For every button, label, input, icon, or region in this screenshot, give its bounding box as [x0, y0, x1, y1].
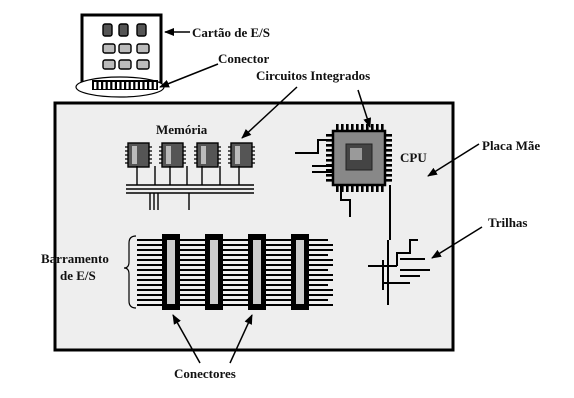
edge-pin — [126, 82, 128, 89]
edge-pin — [112, 82, 114, 89]
edge-pin — [103, 82, 105, 89]
label-io-card: Cartão de E/S — [192, 25, 270, 40]
memory-chip-icon — [137, 44, 149, 53]
edge-pin — [122, 82, 124, 89]
memory-chip-icon — [119, 60, 131, 69]
memory-chip-icon — [137, 24, 146, 36]
memory-chip-icon — [159, 143, 186, 167]
io-card — [76, 15, 164, 97]
edge-pin — [99, 82, 101, 89]
edge-pin — [94, 82, 96, 89]
memory-chip-icon — [125, 143, 152, 167]
memory-chip-icon — [119, 24, 128, 36]
memory-chip-icon — [119, 44, 131, 53]
edge-pin — [140, 82, 142, 89]
io-card-chips — [103, 24, 149, 69]
motherboard-outline — [55, 103, 453, 350]
memory-chip-icon — [137, 60, 149, 69]
cpu-chip-icon — [326, 124, 392, 192]
memory-chip-icon — [103, 24, 112, 36]
expansion-slot-icon — [248, 234, 266, 310]
edge-pin — [108, 82, 110, 89]
expansion-slot-icon — [291, 234, 309, 310]
edge-pin — [145, 82, 147, 89]
label-connectors: Conectores — [174, 366, 236, 381]
io-card-edge-connector — [92, 80, 158, 90]
label-memory: Memória — [156, 122, 208, 137]
memory-chip-icon — [103, 60, 115, 69]
memory-chip-icon — [194, 143, 221, 167]
edge-pin — [135, 82, 137, 89]
label-motherboard: Placa Mãe — [482, 138, 541, 153]
edge-pin — [131, 82, 133, 89]
edge-pin — [149, 82, 151, 89]
memory-chip-icon — [228, 143, 255, 167]
expansion-slot-icon — [205, 234, 223, 310]
edge-pin — [117, 82, 119, 89]
label-io-bus-line1: Barramento — [41, 251, 109, 266]
edge-pin — [154, 82, 156, 89]
label-io-bus-line2: de E/S — [60, 268, 96, 283]
arrow-connector — [160, 64, 218, 87]
expansion-slot-icon — [162, 234, 180, 310]
cpu-die-highlight — [350, 148, 362, 160]
label-connector: Conector — [218, 51, 270, 66]
label-traces: Trilhas — [488, 215, 528, 230]
memory-chip-icon — [103, 44, 115, 53]
label-cpu: CPU — [400, 150, 427, 165]
label-integrated-circuits: Circuitos Integrados — [256, 68, 371, 83]
